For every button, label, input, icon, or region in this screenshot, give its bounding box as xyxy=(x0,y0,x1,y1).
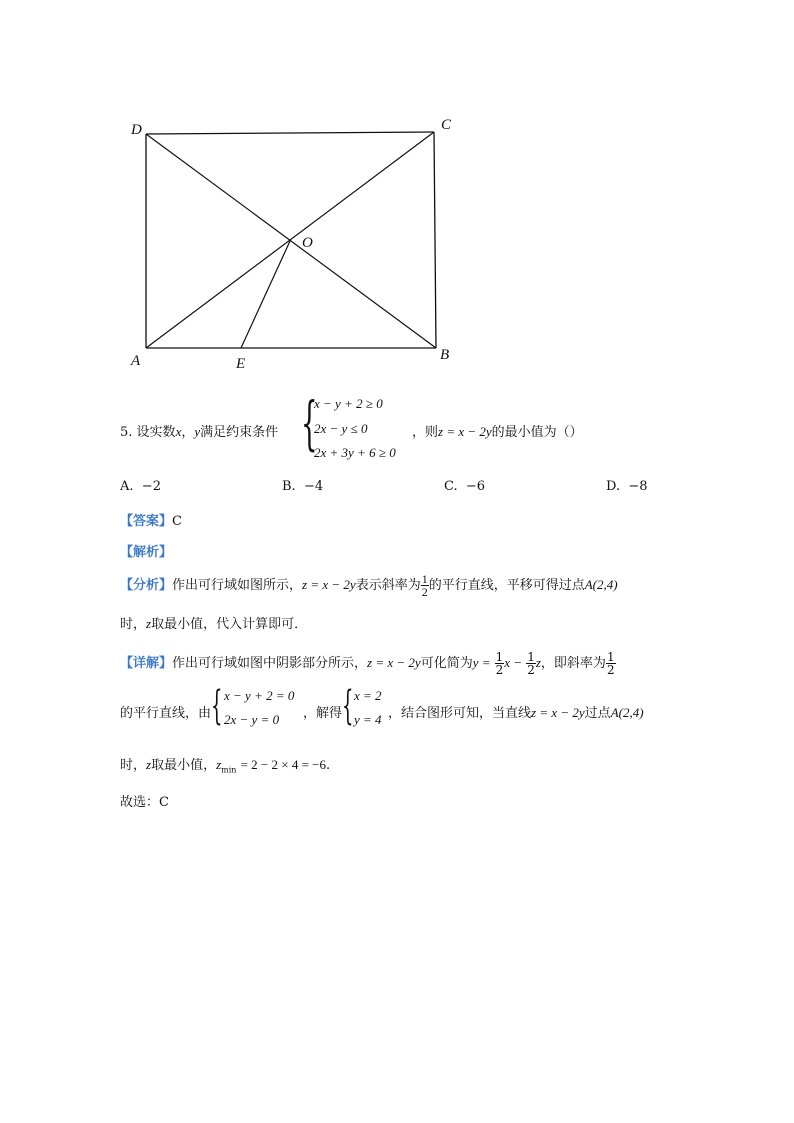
label-C: C xyxy=(441,117,452,133)
xiangjie-line-2b xyxy=(388,702,644,721)
label-A: A xyxy=(131,353,141,369)
option-c-label: C. xyxy=(444,479,458,494)
fenxi-point: A(2,4) xyxy=(584,577,618,592)
xj-lhs: y = xyxy=(472,655,491,670)
option-b xyxy=(282,479,323,494)
xj-z: z xyxy=(146,757,152,772)
objective: z = x − 2y xyxy=(438,424,492,439)
sep: ， xyxy=(181,425,195,440)
fenxi-z: z xyxy=(146,616,152,631)
xj-den1: 2 xyxy=(495,663,504,677)
option-c-value: −6 xyxy=(465,479,486,494)
label-D: D xyxy=(131,122,142,138)
xj-frac-1 xyxy=(495,651,505,676)
xj-t9: 取最小值， xyxy=(151,758,217,773)
segment-OE xyxy=(241,241,290,348)
xj-t2: 可化简为 xyxy=(420,656,473,671)
side-DC xyxy=(146,132,434,134)
xj-zmin: z xyxy=(216,757,222,772)
sys1-eq2: 2x − y = 0 xyxy=(224,712,280,727)
xj-point: A(2,4) xyxy=(610,705,644,720)
xj-num1: 1 xyxy=(495,650,504,664)
fenxi-t1: 作出可行域如图所示， xyxy=(172,578,303,593)
ask-text: 的最小值为（） xyxy=(491,425,583,440)
conclusion-value: C xyxy=(159,795,169,810)
option-a xyxy=(120,479,161,494)
answer-line xyxy=(120,510,182,529)
xiangjie-line-3 xyxy=(120,754,330,775)
answer-tag: 【答案】 xyxy=(120,514,173,529)
xj-t4: 的平行直线，由 xyxy=(120,706,212,721)
conclusion-line xyxy=(120,791,169,810)
option-d xyxy=(606,479,648,494)
xj-t5: ，解得 xyxy=(303,706,343,721)
option-d-value: −8 xyxy=(628,479,648,494)
xj-period: . xyxy=(326,758,331,773)
xj-expr: z = x − 2y xyxy=(367,655,421,670)
sys2-brace: { xyxy=(342,683,354,729)
fenxi-line-1 xyxy=(120,572,618,599)
xj-mid: x − xyxy=(504,655,523,670)
conclusion-text: 故选： xyxy=(120,795,160,810)
xj-t1: 作出可行域如图中阴影部分所示， xyxy=(172,656,368,671)
xj-frac-3 xyxy=(606,651,616,676)
fenxi-t2: 表示斜率为 xyxy=(355,578,421,593)
question-number: 5. xyxy=(120,425,133,440)
diagonal-AC xyxy=(146,132,434,348)
fenxi-t5: 取最小值，代入计算即可． xyxy=(151,617,308,632)
sys1-eq1: x − y + 2 = 0 xyxy=(224,688,295,703)
constraint-1: x − y + 2 ≥ 0 xyxy=(314,396,383,411)
xj-expr2: z = x − 2y xyxy=(531,705,585,720)
sys2-eq1: x = 2 xyxy=(354,688,382,703)
constraint-3: 2x + 3y + 6 ≥ 0 xyxy=(314,445,396,460)
xj-t5-wrap xyxy=(303,702,342,721)
xj-frac-2 xyxy=(526,651,536,676)
xj-t8: 时， xyxy=(120,758,147,773)
label-B: B xyxy=(440,347,450,363)
sys1-brace: { xyxy=(211,683,223,729)
analysis-tag-line xyxy=(120,541,172,560)
xiangjie-tag: 【详解】 xyxy=(120,656,173,671)
cond-text: 满足约束条件 xyxy=(200,425,279,440)
xiangjie-line-2a xyxy=(120,702,211,721)
then-text: ，则 xyxy=(412,425,439,440)
option-c xyxy=(444,479,485,494)
option-a-label: A. xyxy=(120,479,134,494)
fenxi-line-2 xyxy=(120,613,307,632)
xj-den2: 2 xyxy=(527,663,535,677)
xj-calc: = 2 − 2 × 4 = −6 xyxy=(240,757,327,772)
xj-end: z xyxy=(535,655,541,670)
frac-den: 2 xyxy=(421,585,428,599)
frac-num: 1 xyxy=(421,572,428,586)
sys2-eq2: y = 4 xyxy=(354,712,382,727)
xj-t3: ，即斜率为 xyxy=(540,656,606,671)
xj-zmin-sub: min xyxy=(221,765,237,775)
option-b-value: −4 xyxy=(303,479,324,494)
xj-knum: 1 xyxy=(606,650,615,664)
fenxi-t4: 时， xyxy=(120,617,147,632)
question-tail xyxy=(412,421,583,440)
fenxi-tag: 【分析】 xyxy=(120,578,173,593)
xj-kden: 2 xyxy=(606,663,615,677)
side-CB xyxy=(434,132,436,348)
xj-t7: 过点 xyxy=(584,706,611,721)
fenxi-expr: z = x − 2y xyxy=(302,577,356,592)
label-E: E xyxy=(236,356,246,372)
fenxi-t3: 的平行直线，平移可得过点 xyxy=(428,578,585,593)
constraint-2: 2x − y ≤ 0 xyxy=(314,421,368,436)
label-O: O xyxy=(302,235,313,251)
xiangjie-line-1 xyxy=(120,650,616,677)
question-stem xyxy=(120,421,278,440)
var-x: x xyxy=(175,424,182,439)
xj-t6: ，结合图形可知，当直线 xyxy=(388,706,532,721)
option-a-value: −2 xyxy=(141,479,161,494)
rectangle-figure xyxy=(120,110,470,380)
question-prefix: 设实数 xyxy=(136,425,176,440)
option-d-label: D. xyxy=(606,479,621,494)
option-b-label: B. xyxy=(282,479,296,494)
fenxi-frac xyxy=(421,573,429,598)
constraint-brace: { xyxy=(301,389,318,457)
answer-value: C xyxy=(172,514,182,529)
analysis-tag: 【解析】 xyxy=(120,545,173,560)
xj-num2: 1 xyxy=(527,650,535,664)
var-y: y xyxy=(194,424,201,439)
